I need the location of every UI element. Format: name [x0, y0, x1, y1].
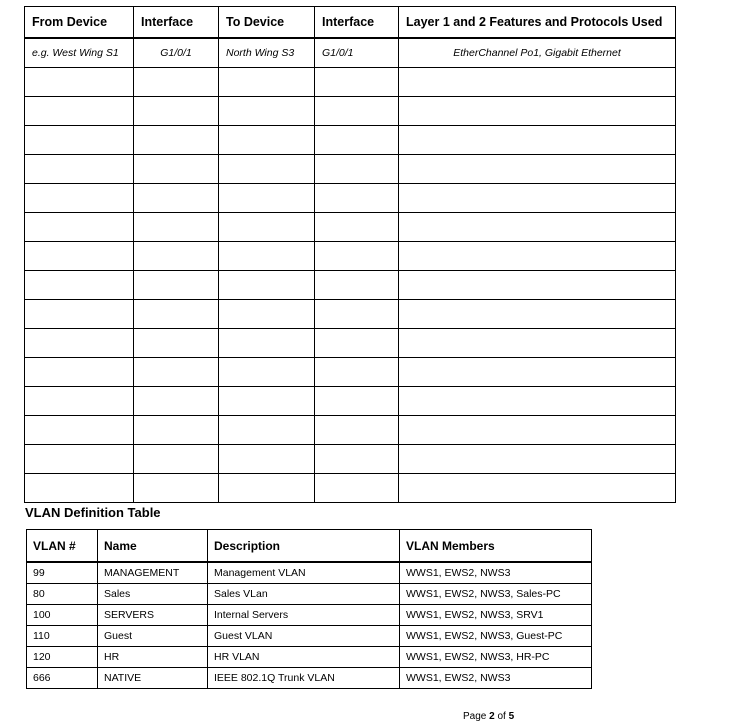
table-cell	[219, 474, 315, 503]
table-cell	[25, 358, 134, 387]
table-cell: WWS1, EWS2, NWS3	[400, 668, 592, 689]
table-cell: 80	[27, 584, 98, 605]
empty-row	[25, 242, 676, 271]
table-cell	[315, 474, 399, 503]
table-cell	[219, 97, 315, 126]
table-cell	[399, 358, 676, 387]
table-cell	[134, 387, 219, 416]
table-cell	[25, 445, 134, 474]
table-cell	[134, 445, 219, 474]
table-cell	[134, 474, 219, 503]
table-cell	[134, 68, 219, 97]
table-cell: NATIVE	[98, 668, 208, 689]
table-cell: EtherChannel Po1, Gigabit Ethernet	[399, 38, 676, 68]
table-cell	[219, 387, 315, 416]
table-cell	[219, 329, 315, 358]
table-cell	[134, 329, 219, 358]
table-cell	[315, 387, 399, 416]
table-cell	[315, 213, 399, 242]
table-cell	[219, 242, 315, 271]
table-cell: IEEE 802.1Q Trunk VLAN	[208, 668, 400, 689]
header-interface: Interface	[134, 7, 219, 39]
table-cell	[219, 126, 315, 155]
table-cell	[219, 184, 315, 213]
table-cell: WWS1, EWS2, NWS3	[400, 562, 592, 584]
vlan-row	[27, 605, 592, 626]
table-cell	[134, 97, 219, 126]
empty-row	[25, 387, 676, 416]
vlan-row	[27, 626, 592, 647]
empty-row	[25, 155, 676, 184]
table-cell: Guest	[98, 626, 208, 647]
table-cell	[315, 358, 399, 387]
page-number-prefix: Page	[463, 711, 490, 722]
table-cell	[399, 68, 676, 97]
table-cell	[399, 271, 676, 300]
table-cell	[399, 242, 676, 271]
header-interface: Interface	[315, 7, 399, 39]
table-cell	[315, 416, 399, 445]
table-cell	[134, 271, 219, 300]
table-cell: WWS1, EWS2, NWS3, HR-PC	[400, 647, 592, 668]
table-cell	[134, 300, 219, 329]
table-cell: Internal Servers	[208, 605, 400, 626]
table-cell	[399, 213, 676, 242]
table-cell	[134, 213, 219, 242]
vlan-table-heading: VLAN Definition Table	[25, 505, 161, 520]
table-cell: G1/0/1	[315, 38, 399, 68]
table-cell	[25, 97, 134, 126]
table-cell	[25, 474, 134, 503]
table-cell	[134, 416, 219, 445]
empty-row	[25, 184, 676, 213]
table-cell	[134, 358, 219, 387]
vlan-row	[27, 562, 592, 584]
empty-row	[25, 358, 676, 387]
table-cell	[134, 126, 219, 155]
table-cell: WWS1, EWS2, NWS3, SRV1	[400, 605, 592, 626]
total-pages: 5	[508, 711, 515, 722]
table-cell	[25, 329, 134, 358]
table-cell	[134, 155, 219, 184]
table-cell: HR	[98, 647, 208, 668]
table-cell	[315, 126, 399, 155]
table-cell	[399, 329, 676, 358]
table-cell: Management VLAN	[208, 562, 400, 584]
table-cell	[315, 329, 399, 358]
empty-row	[25, 474, 676, 503]
table-cell	[399, 445, 676, 474]
table-cell	[315, 445, 399, 474]
table-cell	[25, 387, 134, 416]
table-cell: WWS1, EWS2, NWS3, Guest-PC	[400, 626, 592, 647]
table-cell	[219, 358, 315, 387]
empty-row	[25, 126, 676, 155]
table-cell	[219, 155, 315, 184]
table-cell	[399, 97, 676, 126]
table-cell: SERVERS	[98, 605, 208, 626]
vlan-row	[27, 584, 592, 605]
vlan-row	[27, 647, 592, 668]
table-cell: WWS1, EWS2, NWS3, Sales-PC	[400, 584, 592, 605]
empty-row	[25, 329, 676, 358]
table-cell	[219, 213, 315, 242]
table-cell	[25, 68, 134, 97]
table-cell	[399, 300, 676, 329]
table-cell: HR VLAN	[208, 647, 400, 668]
table-cell: G1/0/1	[134, 38, 219, 68]
table-cell	[219, 300, 315, 329]
table-cell	[399, 184, 676, 213]
header-from-device: From Device	[25, 7, 134, 39]
table-cell	[25, 242, 134, 271]
table-cell	[219, 68, 315, 97]
table-cell	[315, 242, 399, 271]
header-vlan-number: VLAN #	[27, 530, 98, 563]
vlan-row	[27, 668, 592, 689]
table-cell: 110	[27, 626, 98, 647]
table-cell: Guest VLAN	[208, 626, 400, 647]
page-number-of: of	[494, 711, 509, 722]
page-number	[463, 711, 514, 722]
header-to-device: To Device	[219, 7, 315, 39]
table-cell	[399, 155, 676, 184]
vlan-header-row	[27, 530, 592, 563]
table-cell: Sales VLan	[208, 584, 400, 605]
table-cell: 120	[27, 647, 98, 668]
table-cell	[134, 242, 219, 271]
table-cell	[25, 416, 134, 445]
table-cell	[25, 155, 134, 184]
empty-row	[25, 300, 676, 329]
empty-row	[25, 271, 676, 300]
table-cell	[399, 416, 676, 445]
table-cell: 100	[27, 605, 98, 626]
example-row	[25, 38, 676, 68]
table-cell	[219, 445, 315, 474]
table-cell	[315, 97, 399, 126]
table-cell: 666	[27, 668, 98, 689]
table-cell: MANAGEMENT	[98, 562, 208, 584]
table-cell	[219, 416, 315, 445]
empty-row	[25, 213, 676, 242]
table-cell	[134, 184, 219, 213]
table-cell	[315, 184, 399, 213]
empty-row	[25, 97, 676, 126]
table-cell	[315, 271, 399, 300]
header-features-protocols: Layer 1 and 2 Features and Protocols Used	[399, 7, 676, 39]
empty-row	[25, 445, 676, 474]
table-cell	[25, 184, 134, 213]
empty-row	[25, 68, 676, 97]
table-cell: Sales	[98, 584, 208, 605]
table-cell	[25, 271, 134, 300]
table-cell	[315, 68, 399, 97]
header-vlan-members: VLAN Members	[400, 530, 592, 563]
table-cell	[25, 300, 134, 329]
table-cell: North Wing S3	[219, 38, 315, 68]
table-cell	[399, 126, 676, 155]
table-cell	[315, 155, 399, 184]
vlan-definition-table	[26, 529, 592, 689]
table-cell: e.g. West Wing S1	[25, 38, 134, 68]
empty-row	[25, 416, 676, 445]
connections-table	[24, 6, 676, 503]
table-cell	[399, 387, 676, 416]
table-cell	[315, 300, 399, 329]
header-description: Description	[208, 530, 400, 563]
header-name: Name	[98, 530, 208, 563]
current-page: 2	[489, 711, 495, 722]
table-cell	[25, 213, 134, 242]
table-cell	[25, 126, 134, 155]
connections-header-row	[25, 7, 676, 39]
table-cell	[219, 271, 315, 300]
table-cell	[399, 474, 676, 503]
table-cell: 99	[27, 562, 98, 584]
